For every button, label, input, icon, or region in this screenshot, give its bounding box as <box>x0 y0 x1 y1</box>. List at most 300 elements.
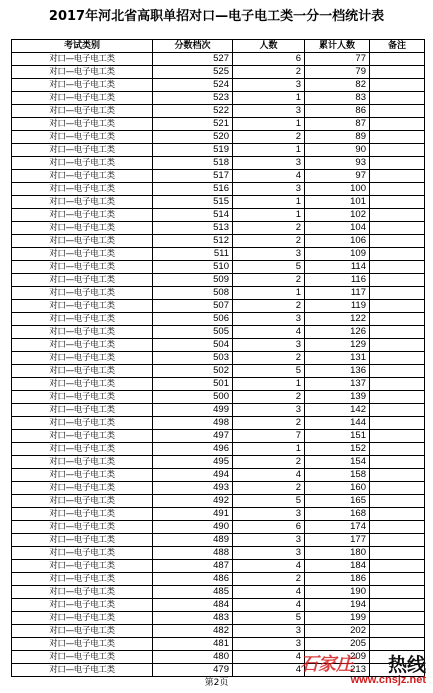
cell-category: 对口—电子电工类 <box>12 118 153 131</box>
cell-score: 525 <box>153 66 233 79</box>
cell-cumulative: 116 <box>305 274 370 287</box>
table-row <box>12 287 425 300</box>
table-row <box>12 183 425 196</box>
table-row <box>12 79 425 92</box>
cell-category: 对口—电子电工类 <box>12 248 153 261</box>
cell-note <box>370 131 425 144</box>
cell-note <box>370 404 425 417</box>
table-row <box>12 625 425 638</box>
cell-score: 486 <box>153 573 233 586</box>
cell-note <box>370 235 425 248</box>
cell-count: 3 <box>233 313 305 326</box>
table-row <box>12 612 425 625</box>
cell-note <box>370 196 425 209</box>
cell-cumulative: 106 <box>305 235 370 248</box>
cell-score: 488 <box>153 547 233 560</box>
cell-note <box>370 651 425 664</box>
cell-score: 490 <box>153 521 233 534</box>
table-row <box>12 339 425 352</box>
cell-category: 对口—电子电工类 <box>12 456 153 469</box>
cell-category: 对口—电子电工类 <box>12 287 153 300</box>
cell-score: 509 <box>153 274 233 287</box>
table-row <box>12 430 425 443</box>
cell-score: 522 <box>153 105 233 118</box>
cell-score: 493 <box>153 482 233 495</box>
table-body <box>12 53 425 677</box>
table-row <box>12 313 425 326</box>
cell-note <box>370 365 425 378</box>
cell-category: 对口—电子电工类 <box>12 469 153 482</box>
cell-count: 2 <box>233 391 305 404</box>
cell-score: 501 <box>153 378 233 391</box>
cell-count: 2 <box>233 222 305 235</box>
cell-cumulative: 158 <box>305 469 370 482</box>
cell-note <box>370 586 425 599</box>
cell-count: 4 <box>233 326 305 339</box>
cell-category: 对口—电子电工类 <box>12 352 153 365</box>
cell-cumulative: 122 <box>305 313 370 326</box>
cell-cumulative: 139 <box>305 391 370 404</box>
table-row <box>12 521 425 534</box>
cell-category: 对口—电子电工类 <box>12 209 153 222</box>
cell-score: 508 <box>153 287 233 300</box>
cell-category: 对口—电子电工类 <box>12 508 153 521</box>
cell-note <box>370 456 425 469</box>
table-row <box>12 560 425 573</box>
cell-count: 4 <box>233 469 305 482</box>
cell-count: 4 <box>233 560 305 573</box>
cell-count: 1 <box>233 209 305 222</box>
cell-score: 512 <box>153 235 233 248</box>
table-row <box>12 469 425 482</box>
cell-note <box>370 612 425 625</box>
cell-note <box>370 79 425 92</box>
cell-cumulative: 102 <box>305 209 370 222</box>
table-row <box>12 157 425 170</box>
cell-count: 5 <box>233 495 305 508</box>
cell-category: 对口—电子电工类 <box>12 391 153 404</box>
cell-note <box>370 625 425 638</box>
cell-score: 510 <box>153 261 233 274</box>
cell-note <box>370 599 425 612</box>
cell-count: 2 <box>233 66 305 79</box>
cell-category: 对口—电子电工类 <box>12 664 153 677</box>
table-row <box>12 664 425 677</box>
cell-note <box>370 105 425 118</box>
table-row <box>12 573 425 586</box>
cell-score: 520 <box>153 131 233 144</box>
cell-cumulative: 119 <box>305 300 370 313</box>
cell-count: 2 <box>233 456 305 469</box>
cell-cumulative: 117 <box>305 287 370 300</box>
table-row <box>12 196 425 209</box>
cell-category: 对口—电子电工类 <box>12 586 153 599</box>
cell-cumulative: 174 <box>305 521 370 534</box>
cell-cumulative: 82 <box>305 79 370 92</box>
cell-cumulative: 97 <box>305 170 370 183</box>
cell-count: 3 <box>233 157 305 170</box>
table-row <box>12 404 425 417</box>
cell-category: 对口—电子电工类 <box>12 378 153 391</box>
cell-category: 对口—电子电工类 <box>12 482 153 495</box>
cell-note <box>370 248 425 261</box>
cell-count: 4 <box>233 599 305 612</box>
cell-score: 517 <box>153 170 233 183</box>
cell-count: 1 <box>233 443 305 456</box>
cell-count: 1 <box>233 118 305 131</box>
cell-note <box>370 573 425 586</box>
cell-note <box>370 534 425 547</box>
cell-note <box>370 352 425 365</box>
cell-cumulative: 131 <box>305 352 370 365</box>
cell-cumulative: 87 <box>305 118 370 131</box>
cell-count: 5 <box>233 261 305 274</box>
cell-score: 495 <box>153 456 233 469</box>
cell-cumulative: 136 <box>305 365 370 378</box>
cell-note <box>370 261 425 274</box>
cell-count: 3 <box>233 339 305 352</box>
cell-note <box>370 547 425 560</box>
cell-cumulative: 209 <box>305 651 370 664</box>
cell-category: 对口—电子电工类 <box>12 131 153 144</box>
cell-cumulative: 79 <box>305 66 370 79</box>
cell-cumulative: 168 <box>305 508 370 521</box>
cell-count: 1 <box>233 144 305 157</box>
cell-note <box>370 222 425 235</box>
cell-score: 498 <box>153 417 233 430</box>
table-row <box>12 170 425 183</box>
table-row <box>12 144 425 157</box>
cell-count: 3 <box>233 183 305 196</box>
cell-note <box>370 339 425 352</box>
cell-score: 519 <box>153 144 233 157</box>
cell-category: 对口—电子电工类 <box>12 417 153 430</box>
cell-score: 485 <box>153 586 233 599</box>
cell-cumulative: 144 <box>305 417 370 430</box>
cell-score: 497 <box>153 430 233 443</box>
cell-category: 对口—电子电工类 <box>12 495 153 508</box>
cell-category: 对口—电子电工类 <box>12 261 153 274</box>
cell-category: 对口—电子电工类 <box>12 534 153 547</box>
table-row <box>12 378 425 391</box>
cell-category: 对口—电子电工类 <box>12 144 153 157</box>
cell-cumulative: 165 <box>305 495 370 508</box>
cell-count: 5 <box>233 365 305 378</box>
cell-note <box>370 66 425 79</box>
cell-score: 524 <box>153 79 233 92</box>
cell-count: 6 <box>233 521 305 534</box>
cell-category: 对口—电子电工类 <box>12 53 153 66</box>
cell-score: 503 <box>153 352 233 365</box>
cell-note <box>370 209 425 222</box>
table-row <box>12 300 425 313</box>
cell-category: 对口—电子电工类 <box>12 521 153 534</box>
cell-count: 2 <box>233 417 305 430</box>
cell-count: 1 <box>233 287 305 300</box>
cell-cumulative: 137 <box>305 378 370 391</box>
cell-count: 1 <box>233 196 305 209</box>
cell-cumulative: 142 <box>305 404 370 417</box>
cell-score: 489 <box>153 534 233 547</box>
cell-cumulative: 202 <box>305 625 370 638</box>
score-table <box>11 39 425 677</box>
cell-note <box>370 144 425 157</box>
cell-category: 对口—电子电工类 <box>12 651 153 664</box>
table-row <box>12 638 425 651</box>
cell-category: 对口—电子电工类 <box>12 560 153 573</box>
cell-count: 3 <box>233 79 305 92</box>
cell-score: 492 <box>153 495 233 508</box>
table-header-row <box>12 40 425 53</box>
table-row <box>12 209 425 222</box>
cell-note <box>370 521 425 534</box>
cell-category: 对口—电子电工类 <box>12 365 153 378</box>
cell-cumulative: 184 <box>305 560 370 573</box>
cell-note <box>370 430 425 443</box>
cell-note <box>370 443 425 456</box>
cell-note <box>370 183 425 196</box>
cell-cumulative: 93 <box>305 157 370 170</box>
cell-note <box>370 664 425 677</box>
cell-count: 5 <box>233 612 305 625</box>
table-row <box>12 651 425 664</box>
cell-score: 480 <box>153 651 233 664</box>
cell-count: 4 <box>233 651 305 664</box>
table-row <box>12 365 425 378</box>
cell-score: 513 <box>153 222 233 235</box>
cell-score: 494 <box>153 469 233 482</box>
cell-category: 对口—电子电工类 <box>12 326 153 339</box>
cell-count: 6 <box>233 53 305 66</box>
cell-count: 2 <box>233 482 305 495</box>
cell-count: 4 <box>233 170 305 183</box>
cell-note <box>370 118 425 131</box>
cell-count: 3 <box>233 534 305 547</box>
table-row <box>12 222 425 235</box>
table-row <box>12 105 425 118</box>
cell-cumulative: 109 <box>305 248 370 261</box>
cell-note <box>370 326 425 339</box>
cell-category: 对口—电子电工类 <box>12 547 153 560</box>
cell-count: 7 <box>233 430 305 443</box>
cell-note <box>370 300 425 313</box>
cell-count: 3 <box>233 625 305 638</box>
cell-score: 518 <box>153 157 233 170</box>
cell-category: 对口—电子电工类 <box>12 612 153 625</box>
table-row <box>12 482 425 495</box>
cell-score: 507 <box>153 300 233 313</box>
cell-score: 515 <box>153 196 233 209</box>
cell-count: 1 <box>233 378 305 391</box>
cell-count: 2 <box>233 352 305 365</box>
cell-cumulative: 89 <box>305 131 370 144</box>
cell-count: 2 <box>233 235 305 248</box>
cell-category: 对口—电子电工类 <box>12 274 153 287</box>
cell-score: 521 <box>153 118 233 131</box>
table-row <box>12 391 425 404</box>
cell-count: 4 <box>233 586 305 599</box>
cell-cumulative: 86 <box>305 105 370 118</box>
cell-category: 对口—电子电工类 <box>12 92 153 105</box>
cell-category: 对口—电子电工类 <box>12 638 153 651</box>
cell-category: 对口—电子电工类 <box>12 339 153 352</box>
cell-category: 对口—电子电工类 <box>12 196 153 209</box>
page-number: 第2页 <box>204 678 229 688</box>
table-row <box>12 456 425 469</box>
cell-note <box>370 508 425 521</box>
cell-cumulative: 152 <box>305 443 370 456</box>
table-row <box>12 53 425 66</box>
cell-cumulative: 190 <box>305 586 370 599</box>
cell-category: 对口—电子电工类 <box>12 66 153 79</box>
cell-score: 523 <box>153 92 233 105</box>
cell-category: 对口—电子电工类 <box>12 430 153 443</box>
table-row <box>12 508 425 521</box>
cell-category: 对口—电子电工类 <box>12 170 153 183</box>
cell-category: 对口—电子电工类 <box>12 573 153 586</box>
cell-cumulative: 194 <box>305 599 370 612</box>
cell-score: 502 <box>153 365 233 378</box>
cell-score: 479 <box>153 664 233 677</box>
cell-cumulative: 154 <box>305 456 370 469</box>
cell-cumulative: 129 <box>305 339 370 352</box>
cell-category: 对口—电子电工类 <box>12 443 153 456</box>
cell-note <box>370 417 425 430</box>
table-row <box>12 443 425 456</box>
table-row <box>12 248 425 261</box>
cell-count: 3 <box>233 404 305 417</box>
cell-cumulative: 126 <box>305 326 370 339</box>
table-row <box>12 534 425 547</box>
cell-count: 3 <box>233 638 305 651</box>
cell-category: 对口—电子电工类 <box>12 599 153 612</box>
table-row <box>12 66 425 79</box>
cell-note <box>370 391 425 404</box>
cell-score: 504 <box>153 339 233 352</box>
cell-cumulative: 199 <box>305 612 370 625</box>
table-row <box>12 586 425 599</box>
cell-count: 3 <box>233 508 305 521</box>
cell-category: 对口—电子电工类 <box>12 313 153 326</box>
cell-category: 对口—电子电工类 <box>12 183 153 196</box>
cell-note <box>370 157 425 170</box>
header-category: 考试类别 <box>12 40 153 53</box>
cell-score: 482 <box>153 625 233 638</box>
cell-count: 2 <box>233 274 305 287</box>
cell-category: 对口—电子电工类 <box>12 625 153 638</box>
cell-score: 516 <box>153 183 233 196</box>
cell-cumulative: 180 <box>305 547 370 560</box>
cell-note <box>370 170 425 183</box>
table-row <box>12 261 425 274</box>
cell-cumulative: 100 <box>305 183 370 196</box>
cell-category: 对口—电子电工类 <box>12 157 153 170</box>
table-row <box>12 92 425 105</box>
cell-note <box>370 495 425 508</box>
cell-note <box>370 469 425 482</box>
cell-cumulative: 186 <box>305 573 370 586</box>
watermark-url: www.cnsjz.net <box>350 674 426 686</box>
cell-count: 3 <box>233 105 305 118</box>
cell-note <box>370 53 425 66</box>
cell-category: 对口—电子电工类 <box>12 235 153 248</box>
cell-score: 483 <box>153 612 233 625</box>
cell-score: 505 <box>153 326 233 339</box>
cell-cumulative: 213 <box>305 664 370 677</box>
cell-category: 对口—电子电工类 <box>12 79 153 92</box>
cell-cumulative: 83 <box>305 92 370 105</box>
table-row <box>12 547 425 560</box>
cell-count: 3 <box>233 547 305 560</box>
cell-score: 506 <box>153 313 233 326</box>
cell-cumulative: 151 <box>305 430 370 443</box>
cell-category: 对口—电子电工类 <box>12 404 153 417</box>
cell-cumulative: 77 <box>305 53 370 66</box>
header-note: 备注 <box>370 40 425 53</box>
header-count: 人数 <box>233 40 305 53</box>
cell-score: 481 <box>153 638 233 651</box>
cell-note <box>370 560 425 573</box>
cell-cumulative: 177 <box>305 534 370 547</box>
cell-score: 514 <box>153 209 233 222</box>
cell-note <box>370 92 425 105</box>
cell-score: 491 <box>153 508 233 521</box>
cell-note <box>370 378 425 391</box>
cell-score: 500 <box>153 391 233 404</box>
cell-note <box>370 638 425 651</box>
header-score: 分数档次 <box>153 40 233 53</box>
cell-note <box>370 482 425 495</box>
cell-category: 对口—电子电工类 <box>12 222 153 235</box>
cell-count: 1 <box>233 92 305 105</box>
cell-cumulative: 205 <box>305 638 370 651</box>
cell-note <box>370 313 425 326</box>
watermark-brand: 热线 <box>387 654 426 676</box>
cell-category: 对口—电子电工类 <box>12 105 153 118</box>
table-row <box>12 131 425 144</box>
cell-cumulative: 101 <box>305 196 370 209</box>
cell-note <box>370 274 425 287</box>
cell-cumulative: 114 <box>305 261 370 274</box>
cell-count: 2 <box>233 300 305 313</box>
table-row <box>12 235 425 248</box>
cell-count: 3 <box>233 248 305 261</box>
cell-score: 496 <box>153 443 233 456</box>
cell-count: 2 <box>233 573 305 586</box>
cell-cumulative: 104 <box>305 222 370 235</box>
cell-cumulative: 90 <box>305 144 370 157</box>
table-row <box>12 599 425 612</box>
cell-category: 对口—电子电工类 <box>12 300 153 313</box>
table-row <box>12 326 425 339</box>
cell-score: 511 <box>153 248 233 261</box>
page-title: 2017年河北省高职单招对口—电子电工类一分一档统计表 <box>48 9 385 24</box>
header-cumulative: 累计人数 <box>305 40 370 53</box>
table-row <box>12 118 425 131</box>
cell-count: 2 <box>233 131 305 144</box>
watermark-logo: 石家庄 <box>300 654 354 675</box>
table-row <box>12 274 425 287</box>
cell-score: 487 <box>153 560 233 573</box>
cell-score: 484 <box>153 599 233 612</box>
cell-cumulative: 160 <box>305 482 370 495</box>
table-row <box>12 417 425 430</box>
table-row <box>12 495 425 508</box>
cell-note <box>370 287 425 300</box>
cell-score: 499 <box>153 404 233 417</box>
table-row <box>12 352 425 365</box>
cell-count: 4 <box>233 664 305 677</box>
